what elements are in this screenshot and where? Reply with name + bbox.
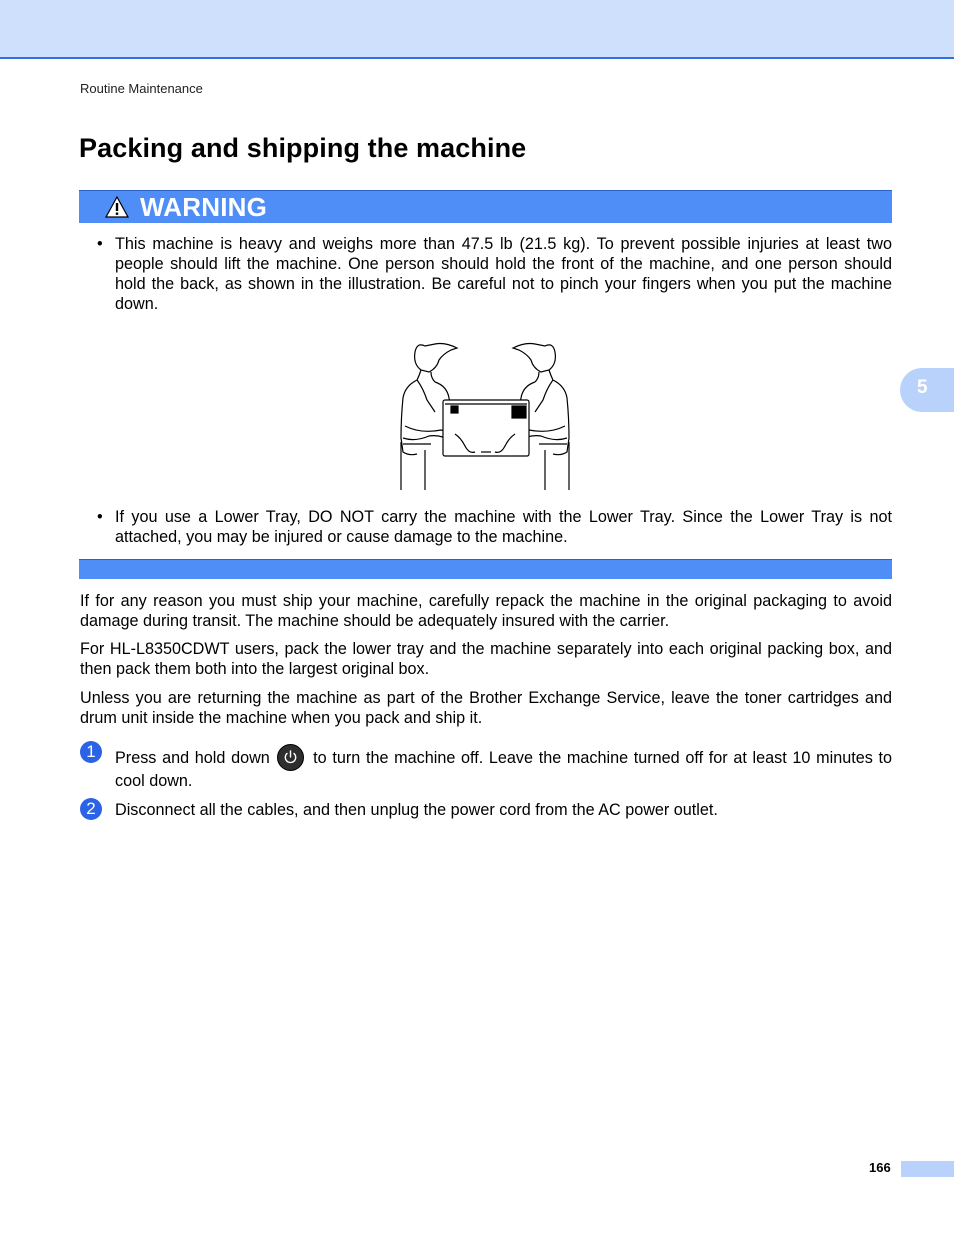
two-people-lifting-illustration <box>395 338 575 491</box>
warning-list-secondary <box>97 507 892 547</box>
step-text-before: Press and hold down <box>115 749 270 767</box>
bullet-symbol: • <box>97 235 103 253</box>
warning-bar <box>79 190 892 223</box>
warning-title: WARNING <box>140 192 268 222</box>
breadcrumb: Routine Maintenance <box>80 81 203 96</box>
body-paragraph: For HL-L8350CDWT users, pack the lower tray and the machine separately into each original packing box, and then pack them both into the largest original box. <box>80 640 892 678</box>
step-text <box>115 744 892 791</box>
page-number: 166 <box>869 1160 891 1175</box>
warning-bullet-text: This machine is heavy and weighs more than 47.5 lb (21.5 kg). To prevent possible injuries at least two people should lift the machine. One person should hold the front of the machine, and one person should hold the back, as shown in the illustration. Be careful not to pinch your fingers when you put the machine down. <box>115 235 892 313</box>
footer-block <box>901 1161 954 1177</box>
list-item <box>97 234 892 314</box>
body-paragraph: If for any reason you must ship your machine, carefully repack the machine in the original packaging to avoid damage during transit. The machine should be adequately insured with the carrier. <box>80 592 892 630</box>
warning-bullet-text: If you use a Lower Tray, DO NOT carry the machine with the Lower Tray. Since the Lower Tray is not attached, you may be injured or cause damage to the machine. <box>115 508 892 546</box>
chapter-number: 5 <box>917 377 928 398</box>
list-item <box>97 507 892 547</box>
step-number-icon: 1 <box>80 741 102 763</box>
warning-triangle-icon <box>105 196 129 218</box>
step-text-after: to turn the machine off. Leave the machine turned off for at least 10 minutes to cool down. <box>115 749 893 790</box>
power-button-icon <box>277 744 304 771</box>
page-title: Packing and shipping the machine <box>79 133 527 163</box>
step-number-icon: 2 <box>80 798 102 820</box>
chapter-tab <box>900 368 954 412</box>
body-paragraph: Unless you are returning the machine as part of the Brother Exchange Service, leave the toner cartridges and drum unit inside the machine when you pack and ship it. <box>80 689 892 727</box>
step-text: Disconnect all the cables, and then unplug the power cord from the AC power outlet. <box>115 801 718 819</box>
warning-end-bar <box>79 559 892 579</box>
warning-list <box>97 234 892 314</box>
bullet-symbol: • <box>97 508 103 526</box>
header-band <box>0 0 954 59</box>
